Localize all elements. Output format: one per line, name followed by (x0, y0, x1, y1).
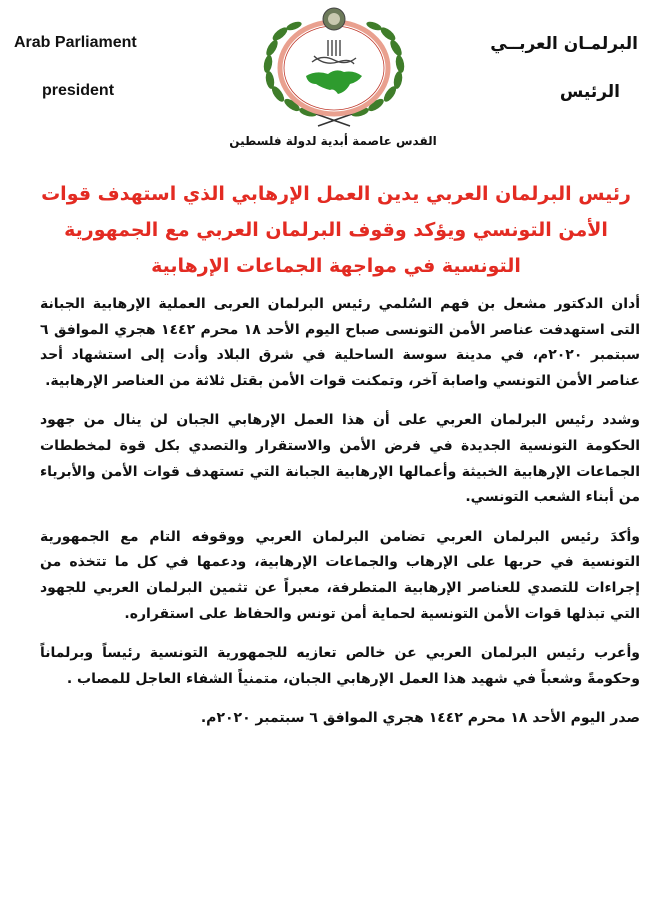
press-release-body (40, 292, 640, 731)
paragraph: وأكدَ رئيس البرلمان العربي تضامن البرلمان العربي ووقوفه التام مع الجمهورية التونسية في حربها على الإرهاب والجماعات الإرهابية، ودعمها في كل ما تتخذه من إجراءات للتصدي للعناصر الإرهابية المتطرفة، معبراً عن تثمين البرلمان العربي للجهود التي تبذلها قوات الأمن التونسية لحماية أمن تونس والحفاظ على استقراره. (40, 528, 640, 622)
paragraph: أدان الدكتور مشعل بن فهم السُلمي رئيس البرلمان العربى العملية الإرهابية الجبانة التى استهدفت عناصر الأمن التونسى صباح اليوم الأحد ١٨ محرم ١٤٤٢ هجري الموافق ٦ سبتمبر ٢٠٢٠م، في مدينة سوسة الساحلية في شرق البلاد وأدت إلى استشهاد أحد عناصر الأمن التونسي واصابة آخر، وتمكنت قوات الأمن بقتل ثلاثة من العناصر الإرهابية. (40, 296, 640, 389)
headline: رئيس البرلمان العربي يدين العمل الإرهابي الذي استهدف قوات الأمن التونسي ويؤكد وقوف البرلمان العربي مع الجمهورية التونسية في مواجهة الجماعات الإرهابية (41, 183, 631, 277)
org-name-english: Arab Parliament (14, 34, 137, 51)
paragraph: وشدد رئيس البرلمان العربي على أن هذا العمل الإرهابي الجبان لن ينال من جهود الحكومة التونسية الجديدة في فرض الأمن والاستقرار والتصدي بكل قوة لمخططات الجماعات الإرهابية الخبيثة وأعمالها الإرهابية الجبانة التي تستهدف قوات الأمن والأبرياء من أبناء الشعب التونسي. (40, 412, 640, 506)
arab-parliament-emblem-icon (246, 4, 422, 128)
org-name-arabic: البرلمـان العربــي (490, 34, 638, 54)
issued-date-line: صدر اليوم الأحد ١٨ محرم ١٤٤٢ هجري الموافق ٦ سبتمبر ٢٠٢٠م. (200, 710, 640, 727)
role-arabic: الرئيس (559, 82, 620, 102)
paragraph: وأعرب رئيس البرلمان العربي عن خالص تعازيه للجمهورية التونسية رئيساً وبرلماناً وحكومةً وشعباً في شهيد هذا العمل الإرهابي الجبان، متمنياً الشفاء العاجل للمصاب . (40, 645, 640, 687)
role-english: president (42, 82, 115, 99)
motto: القدس عاصمة أبدية لدولة فلسطين (229, 134, 437, 148)
letterhead (0, 0, 666, 160)
